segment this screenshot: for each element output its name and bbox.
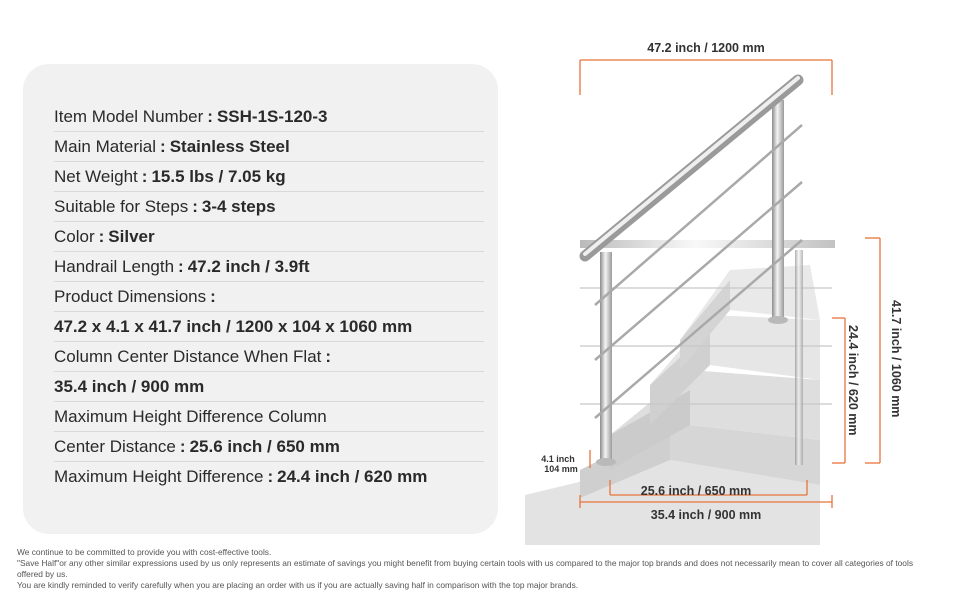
dim-total-height: 41.7 inch / 1060 mm bbox=[889, 300, 903, 418]
spec-row bbox=[54, 432, 484, 462]
spec-row bbox=[54, 282, 484, 312]
spec-separator: : bbox=[98, 227, 105, 246]
spec-label: Center Distance bbox=[54, 437, 176, 456]
spec-label: Net Weight bbox=[54, 167, 138, 186]
spec-row bbox=[54, 462, 484, 491]
spec-value: 25.6 inch / 650 mm bbox=[189, 437, 340, 456]
spec-row bbox=[54, 252, 484, 282]
spec-label: Item Model Number bbox=[54, 107, 204, 126]
spec-row bbox=[54, 102, 484, 132]
spec-row bbox=[54, 372, 484, 402]
spec-separator: : bbox=[179, 437, 186, 456]
spec-label: Column Center Distance When Flat bbox=[54, 347, 322, 366]
spec-value: 15.5 lbs / 7.05 kg bbox=[151, 167, 286, 186]
spec-label: Handrail Length bbox=[54, 257, 175, 276]
spec-row bbox=[54, 162, 484, 192]
spec-separator: : bbox=[178, 257, 184, 276]
spec-separator: : bbox=[267, 467, 274, 486]
dim-base-width-mm: 104 mm bbox=[544, 464, 578, 474]
dim-flat-distance: 35.4 inch / 900 mm bbox=[650, 508, 762, 522]
spec-value: 47.2 inch / 3.9ft bbox=[187, 257, 310, 276]
spec-label: Maximum Height Difference Column bbox=[54, 407, 327, 426]
spec-label: Product Dimensions bbox=[54, 287, 207, 306]
disclaimer-line: "Save Half"or any other similar expressions used by us only represents an estimate of savings you might benefit from buying certain tools with us compared to the major top brands and does not necessarily mean to cover all categories of tools offered by us. bbox=[17, 558, 914, 579]
spec-label: Maximum Height Difference bbox=[54, 467, 264, 486]
spec-value: 3-4 steps bbox=[201, 197, 276, 216]
disclaimer-line: We continue to be committed to provide you with cost-effective tools. bbox=[17, 547, 272, 557]
spec-label: Color bbox=[54, 227, 95, 246]
dim-column-center: 25.6 inch / 650 mm bbox=[640, 484, 752, 498]
spec-row bbox=[54, 192, 484, 222]
spec-list bbox=[54, 102, 484, 491]
handrail-diagram bbox=[520, 30, 970, 550]
spec-value: SSH-1S-120-3 bbox=[216, 107, 328, 126]
spec-separator: : bbox=[207, 107, 213, 126]
dim-top-length: 47.2 inch / 1200 mm bbox=[647, 41, 765, 55]
specifications-card bbox=[23, 64, 498, 534]
spec-value: 24.4 inch / 620 mm bbox=[277, 467, 428, 486]
spec-separator: : bbox=[141, 167, 148, 186]
spec-label: Main Material bbox=[54, 137, 157, 156]
spec-separator: : bbox=[160, 137, 166, 156]
post-left bbox=[600, 252, 612, 462]
spec-separator: : bbox=[192, 197, 198, 216]
disclaimer-line: You are kindly reminded to verify carefully when you are placing an order with us if you are actually saving half in comparison with the top major brands. bbox=[17, 580, 579, 590]
post-right bbox=[772, 100, 784, 320]
spec-value: 47.2 x 4.1 x 41.7 inch / 1200 x 104 x 1060 mm bbox=[54, 317, 413, 336]
post-right-base bbox=[768, 316, 788, 324]
spec-separator: : bbox=[210, 287, 216, 306]
dim-height-difference: 24.4 inch / 620 mm bbox=[846, 325, 860, 436]
spec-row bbox=[54, 402, 484, 432]
disclaimer bbox=[17, 547, 937, 591]
spec-row bbox=[54, 132, 484, 162]
spec-row bbox=[54, 222, 484, 252]
dim-base-width-in: 4.1 inch bbox=[541, 454, 575, 464]
spec-value: Stainless Steel bbox=[169, 137, 290, 156]
spec-value: Silver bbox=[108, 227, 155, 246]
spec-separator: : bbox=[325, 347, 332, 366]
post-left-base bbox=[596, 458, 616, 466]
post-flat bbox=[795, 250, 803, 465]
spec-row bbox=[54, 342, 484, 372]
spec-row bbox=[54, 312, 484, 342]
spec-label: Suitable for Steps bbox=[54, 197, 189, 216]
spec-value: 35.4 inch / 900 mm bbox=[54, 377, 205, 396]
